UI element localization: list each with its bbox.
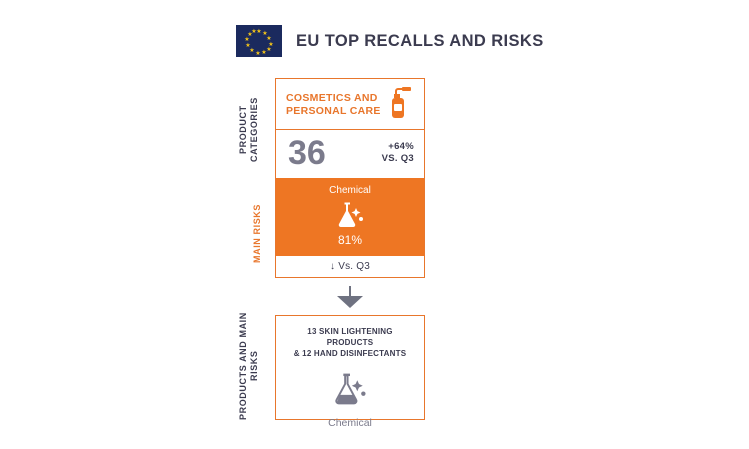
product-line-2: & 12 HAND DISINFECTANTS [293,349,407,358]
page-header [236,25,544,57]
comparison-text: Vs. Q3 [338,261,370,272]
products-and-risks-card [275,315,425,429]
axis-label-product-categories: PRODUCT CATEGORIES [238,97,259,163]
product-line-1: 13 SKIN LIGHTENING PRODUCTS [307,327,393,347]
connector-arrow-icon [337,296,363,308]
trend-block [382,141,414,165]
flask-icon [276,202,424,230]
category-title: COSMETICS AND PERSONAL CARE [286,92,381,117]
eu-flag [236,25,282,57]
comparison-row [276,256,424,277]
flag-star: ★ [256,29,262,35]
trend-change: +64% [388,141,414,152]
flag-star: ★ [247,32,253,38]
axis-label-main-risks: MAIN RISKS [252,203,262,263]
flask-icon [276,373,424,407]
flag-star: ★ [244,37,250,43]
trend-period: VS. Q3 [381,153,414,164]
flag-star: ★ [255,51,261,57]
flag-star: ★ [251,29,257,35]
top-recall-card [275,78,425,278]
bottom-risk-label: Chemical [328,417,372,429]
recall-count: 36 [288,134,326,172]
main-risk-label: Chemical [329,185,371,196]
axis-label-products-and-main-risks: PRODUCTS AND MAIN RISKS [238,312,259,420]
product-list [276,326,424,359]
flag-star: ★ [249,48,255,54]
recall-count-row [276,130,424,178]
flag-star: ★ [268,42,274,48]
soap-dispenser-icon [390,86,414,125]
page-title: EU TOP RECALLS AND RISKS [296,31,544,50]
main-risk-band [276,178,424,256]
arrow-down-icon: ↓ [330,261,336,272]
flag-star: ★ [266,36,272,42]
flag-star: ★ [262,31,268,37]
flag-star: ★ [261,50,267,56]
category-header [276,79,424,129]
flag-star: ★ [245,43,251,49]
main-risk-percent: 81% [337,233,363,247]
flag-star: ★ [266,47,272,53]
